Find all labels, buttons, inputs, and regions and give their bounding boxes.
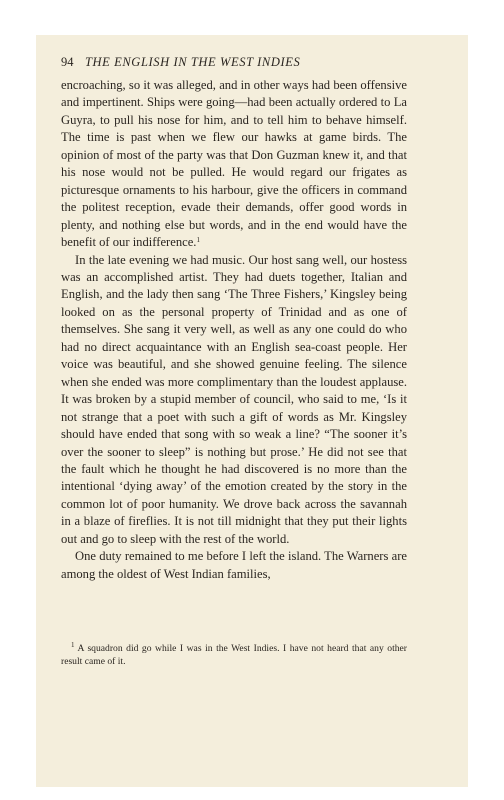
- footnote-marker: 1: [71, 641, 75, 649]
- body-text: [61, 77, 407, 583]
- page-header: [61, 55, 407, 70]
- paragraph-text: encroaching, so it was alleged, and in other ways had been offensive and impertinent. Ships were going—had been actually ordered to La Guyra, to pull his nose for him, and to tell him to behave himself. The time is past when we flew our hawks at game birds. The opinion of most of the party was that Don Guzman knew it, and that his nose would not be pulled. He would regard our frigates as picturesque ornaments to his harbour, give the officers in command the politest reception, evade their demands, offer good words in plenty, and nothing else but words, and in the end would have the benefit of our indifference.: [61, 78, 407, 250]
- running-title: THE ENGLISH IN THE WEST INDIES: [85, 55, 301, 69]
- page-number: 94: [61, 55, 74, 69]
- paragraph-music: In the late evening we had music. Our host sang well, our hostess was an accomplished artist. They had duets together, Italian and English, and the lady then sang ‘The Three Fishers,’ Kingsley being looked on as the personal property of Trinidad and as one of themselves. She sang it very well, as well as any one could do who had no direct acquaintance with an English sea-coast people. Her voice was beautiful, and she showed genuine feeling. The silence when she ended was more complimentary than the loudest applause. It was broken by a stupid member of council, who said to me, ‘Is it not strange that a poet with such a gift of words as Mr. Kingsley should have ended that song with so weak a line? “The sooner it’s over the sooner to sleep” is nothing but prose.’ He did not see that the fault which he thought he had discovered is no more than the intentional ‘dying away’ of the emotion created by the story in the common lot of poor humanity. We drove back across the savannah in a blaze of fireflies. It is not till midnight that they put their lights out and go to sleep with the rest of the world.: [61, 252, 407, 546]
- paragraph-continued: [61, 77, 407, 252]
- paragraph-duty: One duty remained to me before I left the island. The Warners are among the oldest of West Indian families,: [61, 549, 407, 581]
- footnote-text: A squadron did go while I was in the West Indies. I have not heard that any other result came of it.: [61, 643, 407, 667]
- footnote-reference: 1: [196, 236, 200, 245]
- footnote: [61, 642, 407, 668]
